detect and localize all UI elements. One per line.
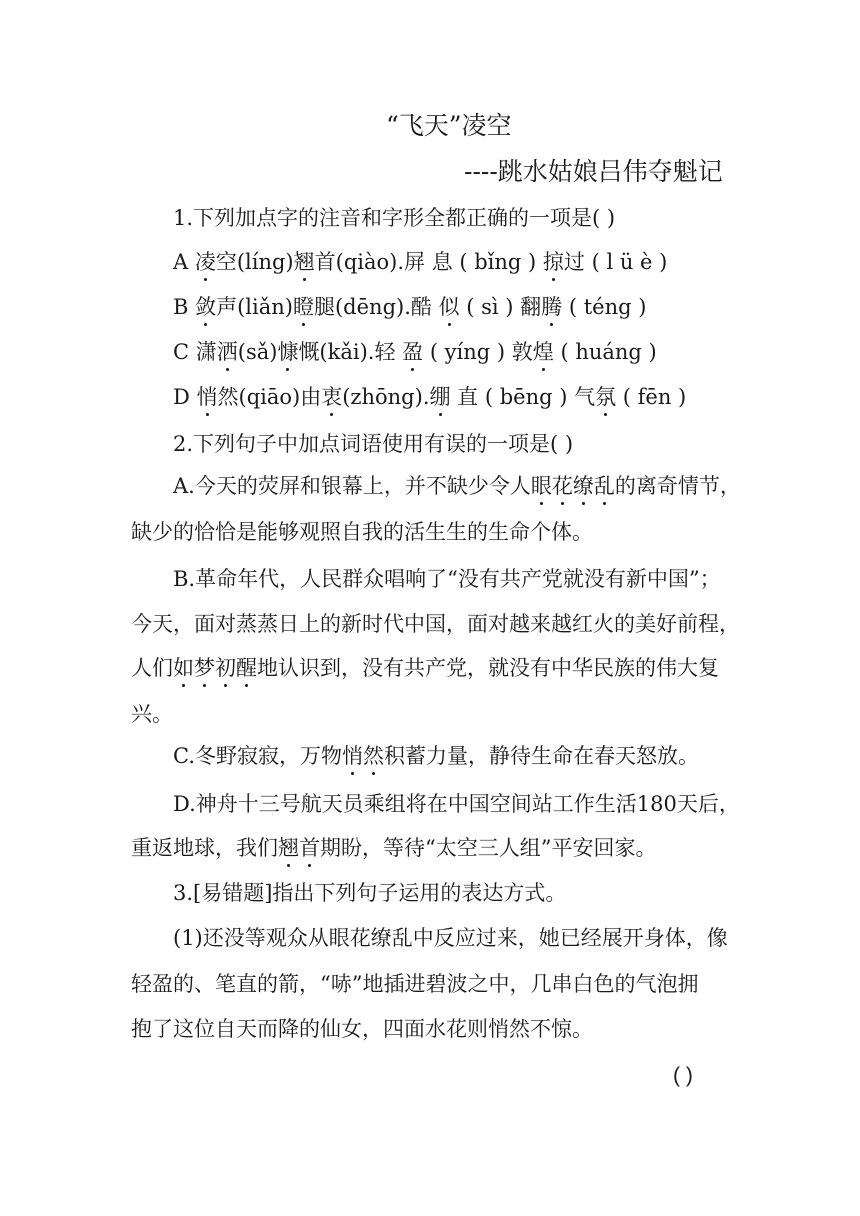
q3-stem: 3.[易错题]指出下列句子运用的表达方式。 [173, 881, 567, 905]
dotted-char: 衷 [321, 385, 343, 409]
q2-option-a-line2: 缺少的恰恰是能够观照自我的活生生的生命个体。 [131, 520, 593, 544]
dotted-char: 凌 [194, 250, 216, 274]
page-title: “飞天”凌空 [386, 111, 512, 140]
q2-option-a-line1: A.今天的荧屏和银幕上，并不缺少令人眼花缭乱的离奇情节， [173, 474, 741, 498]
q2-option-b-line3: 人们如梦初醒地认识到，没有共产党，就没有中华民族的伟大复 [131, 656, 719, 680]
q2-stem: 2.下列句子中加点词语使用有误的一项是( ) [173, 432, 574, 456]
dotted-char: 绷 [429, 385, 451, 409]
dotted-char: 悄 [196, 385, 218, 409]
q1-option-a: A 凌空(líng)翘首(qiào).屏 息 ( bǐng ) 掠过 ( l ü è ) [173, 250, 668, 274]
dotted-char: 腾 [541, 295, 563, 319]
dotted-char: 翘 [278, 836, 299, 860]
q2-option-b-line2: 今天，面对蒸蒸日上的新时代中国，面对越来越红火的美好前程， [131, 612, 740, 636]
q3-paragraph-line3: 抱了这位自天而降的仙女，四面水花则悄然不惊。 [131, 1017, 593, 1041]
dotted-char: 煌 [532, 340, 554, 364]
dotted-char: 乱 [593, 474, 615, 498]
q1-option-d: D 悄然(qiāo)由衷(zhōng).绷 直 ( bēng ) 气氛 ( fēn ) [173, 385, 687, 409]
dotted-char: 初 [215, 656, 236, 680]
q1-option-b: B 敛声(liǎn)瞪腿(dēng).酷 似 ( sì ) 翻腾 ( téng ) [173, 295, 647, 319]
q2-option-c: C.冬野寂寂，万物悄然积蓄力量，静待生命在春天怒放。 [173, 744, 699, 768]
dotted-char: 瞪 [292, 295, 314, 319]
q2-option-b-line4: 兴。 [131, 702, 173, 726]
q2-option-d-line1: D.神舟十三号航天员乘组将在中国空间站工作生活180天后， [173, 792, 740, 816]
dotted-char: 首 [299, 836, 320, 860]
dotted-char: 似 [438, 295, 460, 319]
dotted-char: 悄 [342, 744, 363, 768]
q1-option-c: C 潇洒(sǎ)慷慨(kǎi).轻 盈 ( yíng ) 敦煌 ( huáng ) [173, 340, 657, 364]
dotted-char: 如 [173, 656, 194, 680]
answer-blank[interactable]: ( ) [673, 1064, 693, 1087]
dotted-char: 然 [363, 744, 384, 768]
page-subtitle: ----跳水姑娘吕伟夺魁记 [464, 157, 723, 186]
dotted-char: 慷 [277, 340, 299, 364]
dotted-char: 氛 [595, 385, 617, 409]
dotted-char: 翘 [293, 250, 315, 274]
dotted-char: 缭 [572, 474, 594, 498]
dotted-char: 洒 [216, 340, 238, 364]
q1-stem: 1.下列加点字的注音和字形全都正确的一项是( ) [173, 206, 616, 230]
q2-option-b-line1: B.革命年代，人民群众唱响了“没有共产党就没有新中国”； [173, 567, 721, 591]
dotted-char: 眼 [530, 474, 552, 498]
dotted-char: 梦 [194, 656, 215, 680]
q2-option-d-line2: 重返地球，我们翘首期盼，等待“太空三人组”平安回家。 [131, 836, 657, 860]
dotted-char: 花 [551, 474, 573, 498]
dotted-char: 敛 [195, 295, 217, 319]
q3-paragraph-line2: 轻盈的、笔直的箭，“哧”地插进碧波之中，几串白色的气泡拥 [131, 972, 699, 996]
dotted-char: 掠 [542, 250, 564, 274]
dotted-char: 醒 [236, 656, 257, 680]
q3-paragraph-line1: (1)还没等观众从眼花缭乱中反应过来，她已经展开身体，像 [173, 926, 728, 950]
dotted-char: 盈 [402, 340, 424, 364]
